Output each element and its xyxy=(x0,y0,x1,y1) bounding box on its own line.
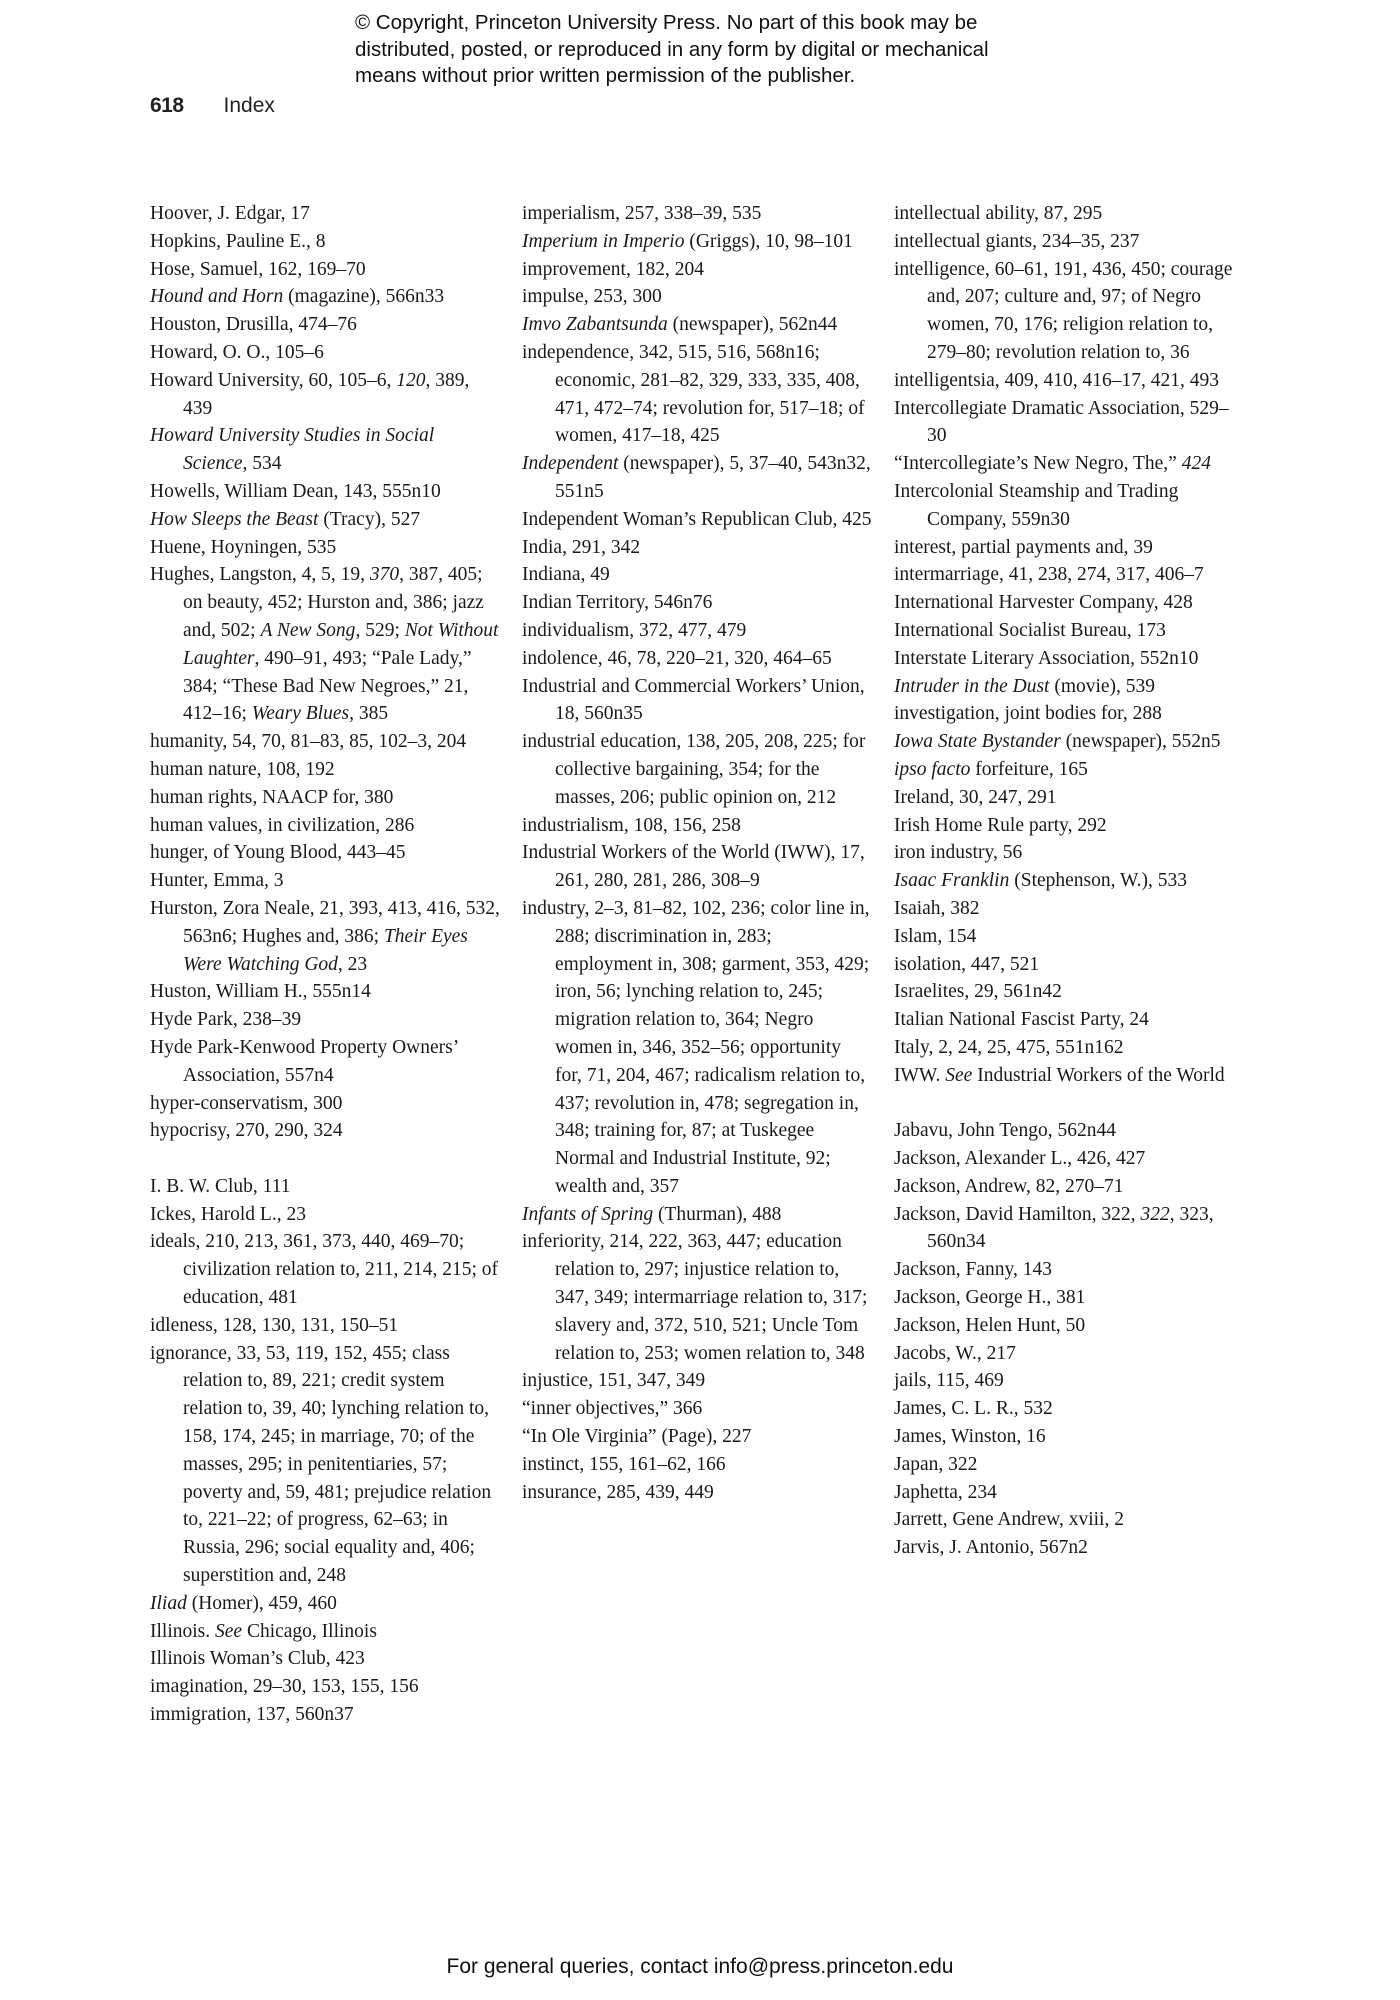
index-entry: Howard University Studies in Social Science, 534 xyxy=(150,425,435,475)
index-entry: Iliad (Homer), 459, 460 xyxy=(150,1592,337,1614)
index-entry: I. B. W. Club, 111 xyxy=(150,1175,291,1197)
index-entry: Illinois Woman’s Club, 423 xyxy=(150,1648,365,1670)
index-entry: Howard University, 60, 105–6, 120, 389, 439 xyxy=(150,369,470,419)
index-entry: individualism, 372, 477, 479 xyxy=(522,619,747,641)
index-entry: India, 291, 342 xyxy=(522,536,641,558)
index-entry: Japhetta, 234 xyxy=(894,1481,997,1503)
index-entry: Industrial and Commercial Workers’ Union, 18, 560n35 xyxy=(522,675,865,725)
index-entry: ideals, 210, 213, 361, 373, 440, 469–70; civilization relation to, 211, 214, 215; of education, 481 xyxy=(150,1231,499,1309)
index-entry: James, C. L. R., 532 xyxy=(894,1398,1053,1420)
index-entry: Interstate Literary Association, 552n10 xyxy=(894,647,1199,669)
index-column-1 xyxy=(150,200,500,1729)
index-entry: ignorance, 33, 53, 119, 152, 455; class relation to, 89, 221; credit system relation to, 39, 40; lynching relation to, 158, 174, 245; in marriage, 70; of the masses, 295; in penitentiaries, 57; poverty and, 59, 481; prejudice relation to, 221–22; of progress, 62–63; in Russia, 296; social equality and, 406; superstition and, 248 xyxy=(150,1342,492,1587)
index-entry: human values, in civilization, 286 xyxy=(150,814,415,836)
index-entry: Independent (newspaper), 5, 37–40, 543n32, 551n5 xyxy=(522,453,871,502)
copyright-line: © Copyright, Princeton University Press. No part of this book may be xyxy=(355,11,978,34)
index-entry: International Socialist Bureau, 173 xyxy=(894,619,1166,641)
index-entry: Illinois. See Chicago, Illinois xyxy=(150,1620,377,1642)
index-entry: Hughes, Langston, 4, 5, 19, 370, 387, 405; on beauty, 452; Hurston and, 386; jazz and, 502; A New Song, 529; Not Without Laughter, 490–91, 493; “Pale Lady,” 384; “These Bad New Negroes,” 21, 412–16; Weary Blues, 385 xyxy=(150,564,499,725)
index-entry: Howard, O. O., 105–6 xyxy=(150,341,324,363)
letter-gap xyxy=(894,1090,1244,1118)
index-entry: Isaac Franklin (Stephenson, W.), 533 xyxy=(894,870,1188,892)
index-entry: Jarrett, Gene Andrew, xviii, 2 xyxy=(894,1509,1124,1531)
index-entry: Jackson, David Hamilton, 322, 322, 323, 560n34 xyxy=(894,1203,1214,1253)
index-entry: Jackson, Alexander L., 426, 427 xyxy=(894,1148,1146,1170)
index-entry: independence, 342, 515, 516, 568n16; economic, 281–82, 329, 333, 335, 408, 471, 472–74; revolution for, 517–18; of women, 417–18, 425 xyxy=(522,341,865,447)
index-entry: immigration, 137, 560n37 xyxy=(150,1704,354,1726)
index-entry: Hurston, Zora Neale, 21, 393, 413, 416, 532, 563n6; Hughes and, 386; Their Eyes Were Watching God, 23 xyxy=(150,897,500,975)
index-entry: Infants of Spring (Thurman), 488 xyxy=(522,1203,782,1225)
index-entry: Houston, Drusilla, 474–76 xyxy=(150,314,357,336)
index-entry: intelligence, 60–61, 191, 436, 450; courage and, 207; culture and, 97; of Negro women, 70, 176; religion relation to, 279–80; revolution relation to, 36 xyxy=(894,258,1233,363)
index-entry: improvement, 182, 204 xyxy=(522,258,704,280)
index-entry: human rights, NAACP for, 380 xyxy=(150,786,394,808)
index-column-3 xyxy=(894,200,1244,1562)
index-entry: Intercolonial Steamship and Trading Company, 559n30 xyxy=(894,480,1179,530)
index-entry: Industrial Workers of the World (IWW), 17, 261, 280, 281, 286, 308–9 xyxy=(522,842,865,892)
index-entry: intellectual giants, 234–35, 237 xyxy=(894,230,1140,252)
index-entry: Hound and Horn (magazine), 566n33 xyxy=(150,286,445,308)
index-entry: Imperium in Imperio (Griggs), 10, 98–101 xyxy=(522,230,853,252)
index-entry: impulse, 253, 300 xyxy=(522,286,662,308)
index-entry: idleness, 128, 130, 131, 150–51 xyxy=(150,1314,399,1336)
section-title: Index xyxy=(223,94,275,117)
index-entry: “Intercollegiate’s New Negro, The,” 424 xyxy=(894,453,1211,475)
index-entry: Jacobs, W., 217 xyxy=(894,1342,1016,1364)
index-entry: industrial education, 138, 205, 208, 225; for collective bargaining, 354; for the masses, 206; public opinion on, 212 xyxy=(522,731,866,808)
running-head xyxy=(150,94,275,118)
index-entry: iron industry, 56 xyxy=(894,842,1023,864)
index-entry: Jackson, Andrew, 82, 270–71 xyxy=(894,1175,1124,1197)
index-entry: hunger, of Young Blood, 443–45 xyxy=(150,842,406,864)
index-entry: jails, 115, 469 xyxy=(894,1370,1004,1392)
index-entry: Jabavu, John Tengo, 562n44 xyxy=(894,1120,1116,1142)
page-number: 618 xyxy=(150,94,184,117)
index-entry: inferiority, 214, 222, 363, 447; education relation to, 297; injustice relation to, 347, 349; intermarriage relation to, 317; slavery and, 372, 510, 521; Uncle Tom relation to, 253; women relation to, 348 xyxy=(522,1231,868,1364)
index-entry: humanity, 54, 70, 81–83, 85, 102–3, 204 xyxy=(150,731,467,753)
index-column-2 xyxy=(522,200,872,1506)
index-entry: intellectual ability, 87, 295 xyxy=(894,203,1103,224)
index-entry: industry, 2–3, 81–82, 102, 236; color line in, 288; discrimination in, 283; employment in, 308; garment, 353, 429; iron, 56; lynching relation to, 245; migration relation to, 364; Negro women in, 346, 352–56; opportunity for, 71, 204, 467; radicalism relation to, 437; revolution in, 478; segregation in, 348; training for, 87; at Tuskegee Normal and Industrial Institute, 92; wealth and, 357 xyxy=(522,897,870,1197)
index-entry: interest, partial payments and, 39 xyxy=(894,536,1153,558)
index-entry: Intruder in the Dust (movie), 539 xyxy=(894,675,1156,697)
index-entry: Jarvis, J. Antonio, 567n2 xyxy=(894,1537,1088,1559)
index-entry: International Harvester Company, 428 xyxy=(894,592,1193,614)
copyright-line: means without prior written permission of the publisher. xyxy=(355,64,856,87)
index-entry: Isaiah, 382 xyxy=(894,897,980,919)
index-entry: Imvo Zabantsunda (newspaper), 562n44 xyxy=(522,314,838,336)
index-entry: investigation, joint bodies for, 288 xyxy=(894,703,1162,725)
index-entry: Jackson, George H., 381 xyxy=(894,1287,1086,1309)
index-entry: Intercollegiate Dramatic Association, 529–30 xyxy=(894,397,1229,447)
index-entry: Huene, Hoyningen, 535 xyxy=(150,536,337,558)
index-entry: indolence, 46, 78, 220–21, 320, 464–65 xyxy=(522,647,832,669)
index-entry: Indiana, 49 xyxy=(522,564,610,586)
index-entry: instinct, 155, 161–62, 166 xyxy=(522,1453,726,1475)
index-entry: Hopkins, Pauline E., 8 xyxy=(150,230,326,252)
index-entry: How Sleeps the Beast (Tracy), 527 xyxy=(150,508,421,530)
index-entry: Iowa State Bystander (newspaper), 552n5 xyxy=(894,731,1221,753)
index-entry: imagination, 29–30, 153, 155, 156 xyxy=(150,1676,419,1698)
index-entry: industrialism, 108, 156, 258 xyxy=(522,814,741,836)
index-entry: Ireland, 30, 247, 291 xyxy=(894,786,1057,808)
index-entry: Irish Home Rule party, 292 xyxy=(894,814,1107,836)
index-entry: Jackson, Fanny, 143 xyxy=(894,1259,1052,1281)
index-entry: ipso facto forfeiture, 165 xyxy=(894,758,1088,780)
index-entry: intermarriage, 41, 238, 274, 317, 406–7 xyxy=(894,564,1204,586)
index-entry: James, Winston, 16 xyxy=(894,1426,1046,1448)
index-entry: “inner objectives,” 366 xyxy=(522,1398,703,1420)
index-entry: Hyde Park, 238–39 xyxy=(150,1009,302,1031)
index-entry: insurance, 285, 439, 449 xyxy=(522,1481,714,1503)
index-entry: Italy, 2, 24, 25, 475, 551n162 xyxy=(894,1036,1124,1058)
index-entry: Italian National Fascist Party, 24 xyxy=(894,1009,1149,1031)
index-entry: hypocrisy, 270, 290, 324 xyxy=(150,1120,343,1142)
footer-contact: For general queries, contact info@press.princeton.edu xyxy=(446,1955,954,1978)
index-entry: IWW. See Industrial Workers of the World xyxy=(894,1064,1225,1086)
index-entry: Hyde Park-Kenwood Property Owners’ Association, 557n4 xyxy=(150,1036,458,1086)
index-entry: “In Ole Virginia” (Page), 227 xyxy=(522,1426,752,1448)
index-entry: injustice, 151, 347, 349 xyxy=(522,1370,706,1392)
index-entry: Japan, 322 xyxy=(894,1453,978,1475)
index-entry: Ickes, Harold L., 23 xyxy=(150,1203,306,1225)
index-entry: Hose, Samuel, 162, 169–70 xyxy=(150,258,366,280)
copyright-notice xyxy=(355,10,1075,90)
index-entry: Independent Woman’s Republican Club, 425 xyxy=(522,508,872,530)
index-entry: Hunter, Emma, 3 xyxy=(150,870,284,892)
index-entry: Islam, 154 xyxy=(894,925,977,947)
index-entry: Huston, William H., 555n14 xyxy=(150,981,371,1003)
index-entry: hyper-conservatism, 300 xyxy=(150,1092,343,1114)
index-entry: Jackson, Helen Hunt, 50 xyxy=(894,1314,1086,1336)
copyright-line: distributed, posted, or reproduced in any form by digital or mechanical xyxy=(355,37,989,61)
index-entry: imperialism, 257, 338–39, 535 xyxy=(522,203,762,224)
index-entry: intelligentsia, 409, 410, 416–17, 421, 493 xyxy=(894,369,1219,391)
index-entry: human nature, 108, 192 xyxy=(150,758,335,780)
index-entry: Indian Territory, 546n76 xyxy=(522,592,713,614)
letter-gap xyxy=(150,1145,500,1173)
index-entry: isolation, 447, 521 xyxy=(894,953,1040,975)
index-entry: Israelites, 29, 561n42 xyxy=(894,981,1062,1003)
index-entry: Hoover, J. Edgar, 17 xyxy=(150,203,310,224)
index-entry: Howells, William Dean, 143, 555n10 xyxy=(150,480,441,502)
